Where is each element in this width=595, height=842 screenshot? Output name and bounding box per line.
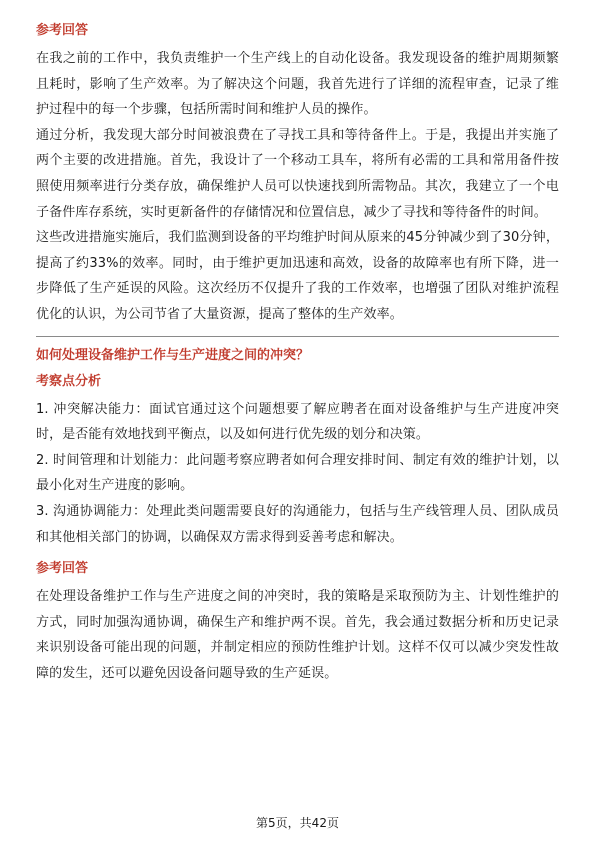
answer-paragraph: 这些改进措施实施后，我们监测到设备的平均维护时间从原来的45分钟减少到了30分钟，提高了约33%的效率。同时，由于维护更加迅速和高效，设备的故障率也有所下降，进一步降低了生产延误的风险。这次经历不仅提升了我的工作效率，也增强了团队对维护流程优化的认识，为公司节省了大量资源，提高了整体的生产效率。 xyxy=(36,230,559,322)
document-page xyxy=(36,20,559,686)
answer-paragraph: 在我之前的工作中，我负责维护一个生产线上的自动化设备。我发现设备的维护周期频繁且耗时，影响了生产效率。为了解决这个问题，我首先进行了详细的流程审查，记录了维护过程中的每一个步骤，包括所需时间和维护人员的操作。 xyxy=(36,51,559,118)
answer-heading: 参考回答 xyxy=(36,561,89,577)
answer-heading: 参考回答 xyxy=(36,23,89,38)
section-divider xyxy=(36,336,559,337)
analysis-item: 3. 沟通协调能力：处理此类问题需要良好的沟通能力，包括与生产线管理人员、团队成员和其他相关部门的协调，以确保双方需求得到妥善考虑和解决。 xyxy=(36,503,559,545)
analysis-heading: 考察点分析 xyxy=(36,373,102,389)
spacer xyxy=(36,550,559,558)
page-footer: 第5页，共42页 xyxy=(256,816,339,830)
answer-paragraph: 通过分析，我发现大部分时间被浪费在了寻找工具和等待备件上。于是，我提出并实施了两个主要的改进措施。首先，我设计了一个移动工具车，将所有必需的工具和常用备件按照使用频率进行分类存放，确保维护人员可以快速找到所需物品。其次，我建立了一个电子备件库存系统，实时更新备件的存储情况和位置信息，减少了寻找和等待备件的时间。 xyxy=(36,127,559,220)
answer-paragraph: 在处理设备维护工作与生产进度之间的冲突时，我的策略是采取预防为主、计划性维护的方式，同时加强沟通协调，确保生产和维护两不误。首先，我会通过数据分析和历史记录来识别设备可能出现的问题，并制定相应的预防性维护计划。这样不仅可以减少突发性故障的发生，还可以避免因设备问题导致的生产延误。 xyxy=(36,589,559,681)
analysis-item: 1. 冲突解决能力：面试官通过这个问题想要了解应聘者在面对设备维护与生产进度冲突时，是否能有效地找到平衡点，以及如何进行优先级的划分和决策。 xyxy=(36,401,559,443)
question-heading: 如何处理设备维护工作与生产进度之间的冲突？ xyxy=(36,347,310,363)
analysis-item: 2. 时间管理和计划能力：此问题考察应聘者如何合理安排时间、制定有效的维护计划，以最小化对生产进度的影响。 xyxy=(36,452,559,494)
